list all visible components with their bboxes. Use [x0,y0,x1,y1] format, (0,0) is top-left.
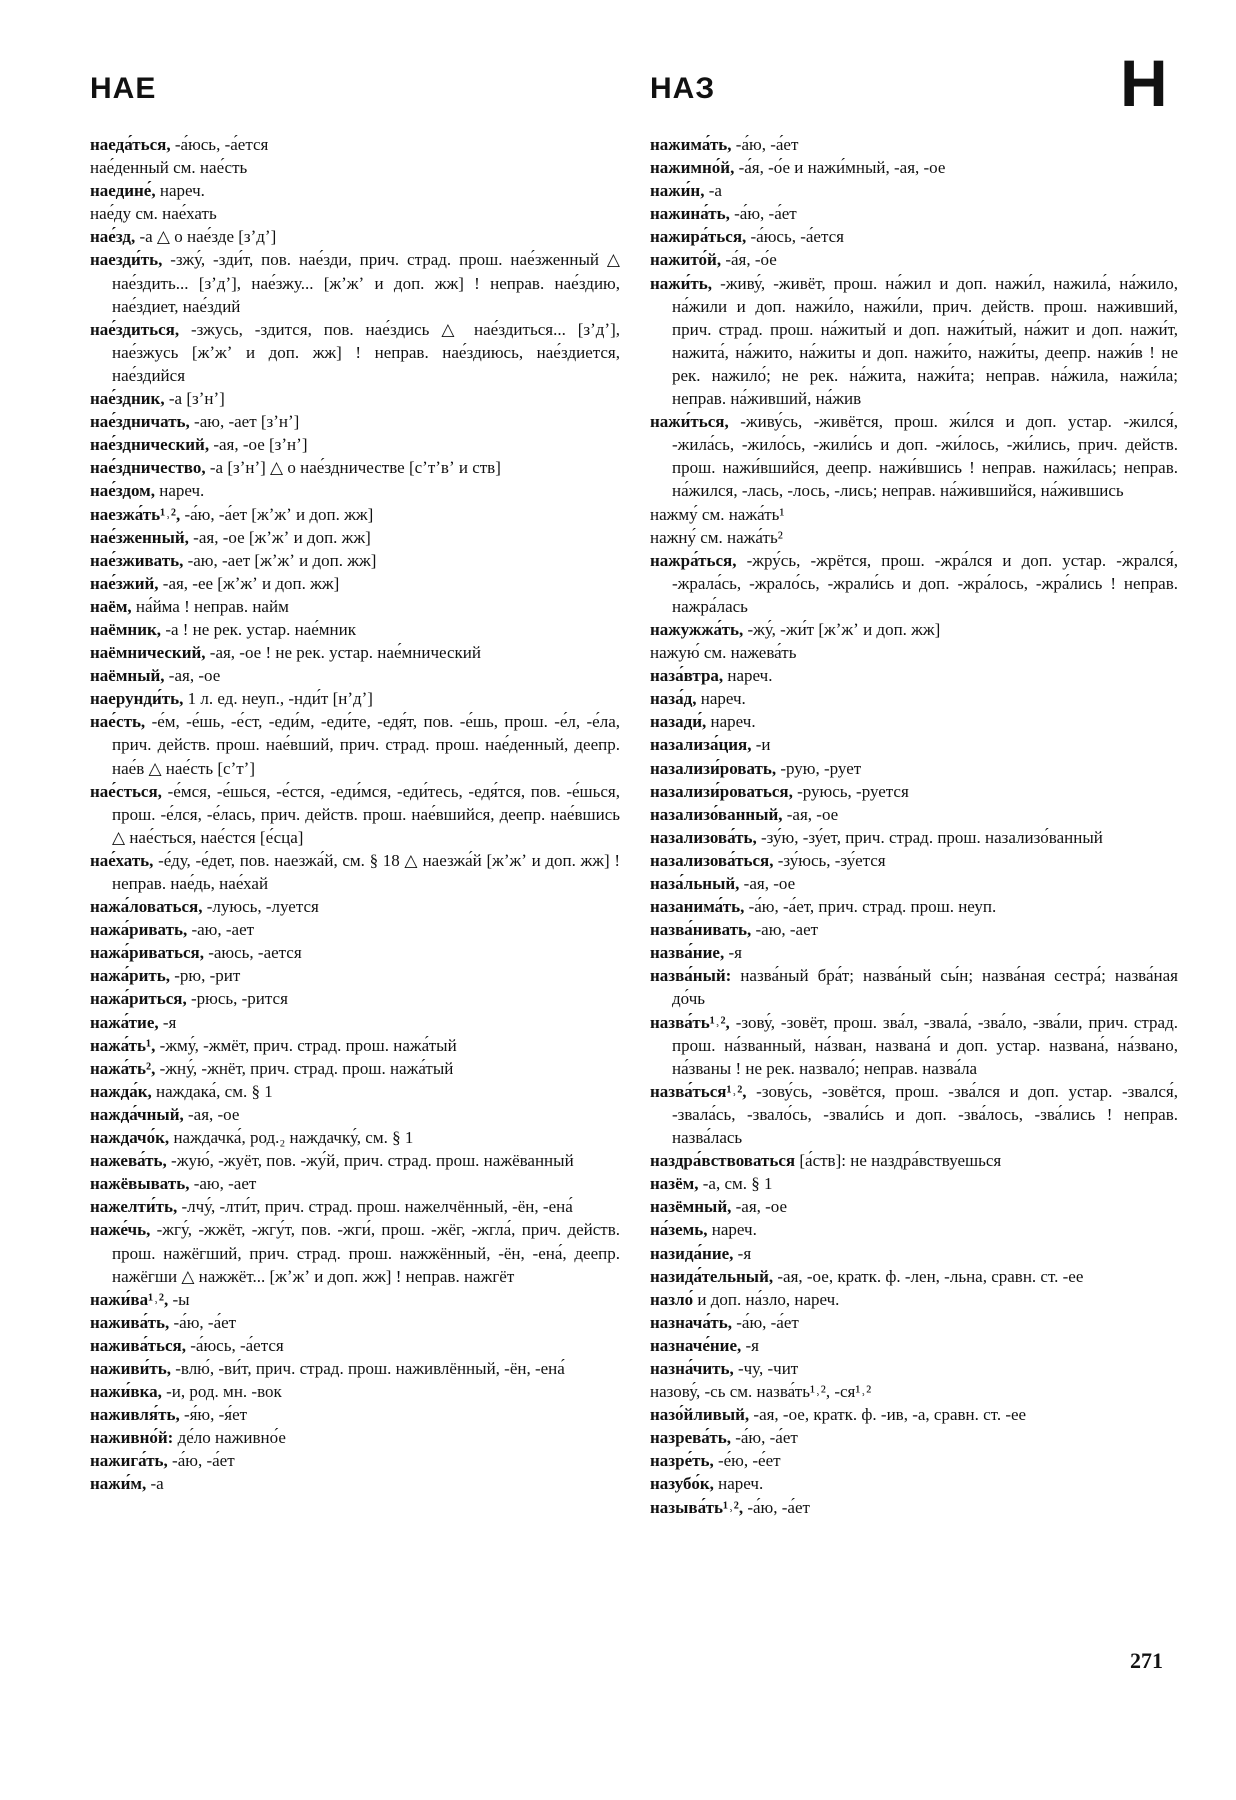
headword: наждачо́к, [90,1128,170,1148]
dictionary-entry [650,248,1178,271]
headword: нажа́ть², [90,1058,156,1078]
dictionary-entry [650,780,1178,803]
entry-text: -а, см. § 1 [698,1174,773,1194]
entry-text: -ая, -ое [731,1197,788,1217]
dictionary-entry [90,1011,620,1034]
entry-text: -а́я, -о́е [721,250,777,270]
headword: назализова́ть, [650,827,757,847]
dictionary-entry [650,687,1178,710]
left-column [90,133,620,1496]
entry-text: -е́ду, -е́дет, пов. наезжа́й, см. § 18 △ наезжа́й [жʼжʼ и доп. жж] ! неправ. нае́дь, нае́хай [112,850,620,893]
headword: нае́зженный, [90,527,189,547]
headword: нажина́ть, [650,204,730,224]
headword: назида́ние, [650,1243,734,1263]
entry-text: -е́мся, -е́шься, -е́стся, -еди́мся, -еди́тесь, -едя́тся, пов. -е́шься, прош. -е́лся, -е́лась, прич. действ. прош. нае́вшийся, деепр. нае́вшись △ нае́сться, нае́стся [е́сца] [112,781,620,847]
dictionary-entry [90,479,620,502]
dictionary-entry [650,1265,1178,1288]
dictionary-entry [90,1034,620,1057]
dictionary-entry [650,964,1178,1010]
entry-text: -и, род. мн. -вок [161,1382,282,1402]
entry-text: -а́я, -о́е и нажи́мный, -ая, -ое [734,158,946,178]
dictionary-entry [650,202,1178,225]
headword: назнача́ть, [650,1312,732,1332]
dictionary-entry [650,918,1178,941]
headword: нажи́вка, [90,1382,162,1402]
entry-text: -зову́сь, -зовётся, прош. -зва́лся и доп. устар. -звался́, -звала́сь, -звало́сь, -звали́сь и доп. -зва́лось, -зва́лись ! неправ. назва́лась [672,1081,1178,1148]
headword: нажа́тие, [90,1012,159,1032]
entry-text: -а́юсь, -а́ется [746,227,844,247]
dictionary-entry [650,1334,1178,1357]
running-head-left: НАЕ [90,72,157,105]
dictionary-entry [90,318,620,387]
entry-text: -аю, -ает [зʼнʼ] [189,412,300,432]
dictionary-entry [90,1426,620,1449]
headword: назва́ный: [650,966,732,986]
headword: нажа́риться, [90,989,187,1009]
dictionary-entry [650,1080,1178,1149]
dictionary-entry [90,433,620,456]
headword: назанима́ть, [650,897,745,917]
headword: называ́ть¹˒², [650,1497,744,1517]
headword: нае́здник, [90,389,165,409]
headword: назализа́ция, [650,735,752,755]
dictionary-entry [90,156,620,179]
headword: нае́зжий, [90,573,159,593]
headword: нажимно́й, [650,158,735,178]
entry-text: -я [158,1012,177,1032]
headword: нае́сться, [90,781,162,801]
dictionary-entry [90,941,620,964]
headword: нажра́ться, [650,550,737,570]
entry-text: -живу́сь, -живётся, прош. жи́лся и доп. устар. -жился́, -жила́сь, -жило́сь, -жили́сь и доп. -жи́лось, -жи́лись, прич. действ. прош. нажи́вшийся, деепр. нажи́вшись ! неправ. нажи́лась; неправ. на́жился, -лась, -лось, -лись; неправ. на́жившийся, на́жившись [672,412,1178,501]
headword: назва́ться¹˒², [650,1081,747,1101]
dictionary-entry [90,526,620,549]
dictionary-entry [650,895,1178,918]
dictionary-entry [90,918,620,941]
entry-text: -влю́, -ви́т, прич. страд. прош. наживлённый, -ён, -ена́ [170,1358,565,1378]
entry-text: -ая, -ое [782,804,839,824]
entry-text: -и [751,735,771,755]
entry-text: нареч. [706,712,756,732]
dictionary-entry [90,503,620,526]
entry-text: -я [741,1335,759,1355]
entry-text: нае́денный см. нае́сть [90,158,248,178]
headword: назализо́ванный, [650,804,783,824]
entry-text: -рую, -рует [776,758,862,778]
dictionary-entry [90,1080,620,1103]
headword: наём, [90,596,132,616]
dictionary-entry [90,895,620,918]
dictionary-entry [650,733,1178,756]
entry-text: -аю, -ает [751,920,819,940]
dictionary-entry [650,410,1178,502]
entry-text: назову́, -сь см. назва́ть¹˒², -ся¹˒² [650,1382,872,1402]
entry-text: -жу́, -жи́т [жʼжʼ и доп. жж] [743,619,941,639]
entry-text: -а [зʼнʼ] [164,389,225,409]
dictionary-entry [90,710,620,779]
entry-text: -луюсь, -луется [202,897,319,917]
headword: нажда́к, [90,1081,152,1101]
entry-text: -ая, -ое [жʼжʼ и доп. жж] [188,527,371,547]
entry-text: -живу́, -живёт, прош. на́жил и доп. нажи́л, нажила́, на́жило, на́жили и доп. нажи́ло, нажи́ли, прич. действ. прош. наживший, прич. страд. прош. на́житый и доп. нажи́тый, на́жит и доп. нажи́т, нажита́, на́жито, на́житы и доп. нажи́то, нажи́ты, деепр. нажи́в ! не рек. нажило́; не рек. на́жита, нажи́та; неправ. на́жила, нажи́ла; неправ. на́живший, на́жив [672,273,1178,409]
entry-text: -зу́ю, -зу́ет, прич. страд. прош. назализо́ванный [756,827,1103,847]
entry-text: -аю, -ает [187,920,255,940]
entry-text: -а ! не рек. устар. нае́мник [161,619,357,639]
dictionary-entry [650,1357,1178,1380]
entry-text: -а́ю, -а́ет [731,135,799,154]
headword: назализи́ровать, [650,758,777,778]
entry-text: -а [зʼнʼ] △ о нае́здничестве [сʼтʼвʼ и ств] [205,458,501,478]
dictionary-entry [90,1311,620,1334]
headword: нажужжа́ть, [650,619,744,639]
headword: назва́ть¹˒², [650,1012,730,1032]
headword: наерунди́ть, [90,689,184,709]
entry-text: -а́ю, -а́ет [743,1497,810,1517]
entry-text: назва́ный бра́т; назва́ный сы́н; назва́ная сестра́; назва́ная до́чь [672,966,1178,1009]
dictionary-entry [650,1311,1178,1334]
headword: наёмнический, [90,643,206,663]
entry-text: нареч. [696,689,746,709]
entry-text: -а́юсь, -а́ется [170,135,269,154]
dictionary-entry [90,225,620,248]
dictionary-entry [650,941,1178,964]
headword: нае́здничать, [90,412,190,432]
headword: нае́здиться, [90,319,180,339]
entry-text: -аю, -ает [189,1174,257,1194]
dictionary-entry [90,780,620,849]
headword: нажива́ться, [90,1335,186,1355]
headword: нажева́ть, [90,1151,167,1171]
dictionary-entry [90,618,620,641]
dictionary-entry [650,618,1178,641]
entry-text: нареч. [154,481,205,501]
dictionary-entry [650,1472,1178,1495]
entry-text: на́йма ! неправ. найм [131,596,289,616]
entry-text: -рюсь, -рится [186,989,288,1009]
dictionary-entry [650,1449,1178,1472]
entry-text: -ая, -ое [зʼнʼ] [209,435,308,455]
headword: назади́, [650,712,707,732]
headword: нажа́ть¹, [90,1035,156,1055]
headword: назида́тельный, [650,1266,774,1286]
entry-text: наждака́, см. § 1 [151,1081,273,1101]
dictionary-entry [650,1496,1178,1519]
dictionary-entry [90,1472,620,1495]
entry-text: -руюсь, -руется [792,781,909,801]
dictionary-entry [90,410,620,433]
entry-text: нареч. [723,666,773,686]
entry-text: -а́ю, -а́ет [730,1428,798,1448]
entry-text: нареч. [713,1474,764,1494]
dictionary-entry [90,456,620,479]
entry-text: -а [146,1474,164,1494]
entry-text: нае́ду см. нае́хать [90,204,217,224]
headword: нажа́рить, [90,966,170,986]
dictionary-entry [90,1380,620,1403]
dictionary-entry [90,595,620,618]
headword: назло́ [650,1289,694,1309]
dictionary-entry [90,849,620,895]
headword: наезди́ть, [90,250,163,270]
headword: наже́чь, [90,1220,151,1240]
entry-text: -а́ю, -а́ет, прич. страд. прош. неуп. [744,897,997,917]
entry-text: -аюсь, -ается [203,943,302,963]
running-head-right: НАЗ [650,72,716,105]
entry-text: -ая, -ое [183,1104,240,1124]
dictionary-entry [650,225,1178,248]
dictionary-entry [650,826,1178,849]
dictionary-entry [90,1218,620,1287]
headword: нажда́чный, [90,1104,184,1124]
dictionary-entry [90,1149,620,1172]
entry-text: нареч. [155,181,205,201]
headword: нажито́й, [650,250,722,270]
dictionary-entry [650,1426,1178,1449]
entry-text: -ая, -ое [739,874,796,893]
dictionary-entry [90,1103,620,1126]
dictionary-entry [650,503,1178,526]
entry-text: -а △ о нае́зде [зʼдʼ] [135,227,277,247]
dictionary-entry [650,1218,1178,1241]
dictionary-entry [90,179,620,202]
headword: назрева́ть, [650,1428,731,1448]
dictionary-entry [90,387,620,410]
entry-text: -ая, -ое ! не рек. устар. нае́мнический [205,643,481,663]
headword: нае́зд, [90,227,136,247]
headword: наза́льный, [650,874,740,893]
entry-text: -е́м, -е́шь, -е́ст, -еди́м, -еди́те, -едя́т, пов. -е́шь, прош. -е́л, -е́ла, прич. действ. прош. нае́вший, прич. страд. прош. нае́денный, деепр. нае́в △ нае́сть [сʼтʼ] [112,712,620,778]
dictionary-entry [90,1357,620,1380]
headword: наза́д, [650,689,697,709]
entry-text: -чу, -чит [733,1358,799,1378]
headword: нажа́риваться, [90,943,204,963]
headword: нажа́ловаться, [90,897,203,917]
dictionary-entry [650,1242,1178,1265]
headword: нае́здничество, [90,458,206,478]
page-number: 271 [1130,1648,1163,1673]
headword: наедине́, [90,181,156,201]
entry-text: -а́ю, -а́ет [167,1451,235,1471]
headword: нажи́н, [650,181,705,201]
headword: наза́втра, [650,666,724,686]
entry-text: -зу́юсь, -зу́ется [773,850,886,870]
headword: нае́сть, [90,712,146,732]
dictionary-entry [650,526,1178,549]
headword: назализова́ться, [650,850,774,870]
entry-text: -зжусь, -здится, пов. нае́здись △ нае́здиться... [зʼдʼ], нае́зжусь [жʼжʼ и доп. жж] ! неправ. нае́здиюсь, нае́здиется, нае́здийся [112,319,620,385]
dictionary-entry [650,549,1178,618]
dictionary-entry [650,272,1178,411]
headword: нажива́ть, [90,1312,170,1332]
entry-text: [а́ств]: не наздра́вствуешься [795,1151,1002,1171]
entry-text: нажую́ см. нажева́ть [650,643,797,663]
entry-text: -е́ю, -е́ет [713,1451,781,1471]
entry-text: -я [733,1243,752,1263]
entry-text: -я́ю, -я́ет [179,1405,248,1425]
headword: наезжа́ть¹˒², [90,504,181,524]
dictionary-entry [650,1403,1178,1426]
dictionary-entry [650,803,1178,826]
headword: нажи́м, [90,1474,147,1494]
headword: назубо́к, [650,1474,714,1494]
headword: нажи́ться, [650,412,729,432]
dictionary-entry [90,549,620,572]
entry-text: де́ло наживно́е [173,1428,286,1448]
entry-text: нареч. [707,1220,757,1240]
entry-text: 1 л. ед. неуп., -нди́т [нʼдʼ] [183,689,373,709]
dictionary-entry [90,687,620,710]
dictionary-entry [90,248,620,317]
headword: наёмник, [90,619,162,639]
headword: нае́хать, [90,850,154,870]
entry-text: -ая, -ое, кратк. ф. -лен, -льна, сравн. ст. -ее [773,1266,1084,1286]
headword: нажира́ться, [650,227,747,247]
dictionary-entry [650,179,1178,202]
headword: наживля́ть, [90,1405,180,1425]
dictionary-entry [650,1288,1178,1311]
dictionary-entry [650,1011,1178,1080]
entry-text: -жую́, -жуёт, пов. -жу́й, прич. страд. прош. нажёванный [166,1151,574,1171]
dictionary-entry [90,1334,620,1357]
dictionary-entry [90,1126,620,1149]
dictionary-entry [90,987,620,1010]
entry-text: -жму́, -жмёт, прич. страд. прош. нажа́тый [155,1035,457,1055]
headword: нажелти́ть, [90,1197,178,1217]
headword: нае́зднический, [90,435,210,455]
dictionary-entry [650,872,1178,895]
headword: нажёвывать, [90,1174,190,1194]
entry-text: -ая, -ее [жʼжʼ и доп. жж] [158,573,340,593]
entry-text: -зжу́, -зди́т, пов. нае́зди, прич. страд. прош. нае́зженный △ нае́здить... [зʼдʼ], нае́зжу... [жʼжʼ и доп. жж] ! неправ. нае́здию, нае́здиет, нае́здий [112,250,620,316]
dictionary-entry [90,1288,620,1311]
headword: на́земь, [650,1220,708,1240]
entry-text: -а́ю, -а́ет [729,204,797,224]
dictionary-entry [90,133,620,156]
entry-text: и доп. на́зло, нареч. [693,1289,840,1309]
dictionary-entry [650,1172,1178,1195]
dictionary-entry [650,710,1178,733]
entry-text: -жну́, -жнёт, прич. страд. прош. нажа́тый [155,1058,454,1078]
dictionary-entry [650,1149,1178,1172]
section-letter: Н [1120,46,1168,120]
headword: назва́нивать, [650,920,752,940]
entry-text: -лчу́, -лти́т, прич. страд. прош. нажелчённый, -ён, -ена́ [177,1197,573,1217]
dictionary-entry [650,849,1178,872]
entry-text: -ая, -ое, кратк. ф. -ив, -а, сравн. ст. -ее [749,1405,1027,1425]
headword: назва́ние, [650,943,725,963]
entry-text: -а́ю, -а́ет [жʼжʼ и доп. жж] [180,504,374,524]
headword: наздра́вствоваться [650,1151,796,1171]
right-column [650,133,1178,1519]
entry-text: -а́ю, -а́ет [731,1312,799,1332]
headword: наживно́й: [90,1428,174,1448]
headword: нае́зживать, [90,550,184,570]
dictionary-entry [90,572,620,595]
dictionary-entry [650,156,1178,179]
entry-text: -а [704,181,722,201]
entry-text: нажму́ см. нажа́ть¹ [650,504,785,524]
dictionary-entry [90,641,620,664]
headword: наживи́ть, [90,1358,171,1378]
headword: нажима́ть, [650,135,732,154]
headword: назём, [650,1174,699,1194]
headword: наёмный, [90,666,165,686]
headword: назре́ть, [650,1451,714,1471]
dictionary-entry [650,133,1178,156]
dictionary-entry [650,1195,1178,1218]
entry-text: -ая, -ое [164,666,221,686]
headword: нажига́ть, [90,1451,168,1471]
entry-text: -жру́сь, -жрётся, прош. -жра́лся и доп. устар. -жрался́, -жрала́сь, -жрало́сь, -жрали́сь и доп. -жра́лось, -жра́лись ! неправ. нажра́лась [672,550,1178,616]
dictionary-entry [90,964,620,987]
headword: назо́йливый, [650,1405,750,1425]
entry-text: -а́ю, -а́ет [169,1312,237,1332]
dictionary-entry [90,1057,620,1080]
entry-text: -я [724,943,742,963]
entry-text: наждачка́, род.₂ наждачку́, см. § 1 [169,1128,414,1148]
headword: наеда́ться, [90,135,171,154]
dictionary-entry [90,202,620,225]
dictionary-entry [90,1172,620,1195]
dictionary-entry [650,664,1178,687]
dictionary-entry [90,1449,620,1472]
dictionary-entry [90,664,620,687]
headword: назначе́ние, [650,1335,742,1355]
dictionary-entry [90,1403,620,1426]
dictionary-entry [650,1380,1178,1403]
headword: назна́чить, [650,1358,734,1378]
dictionary-entry [650,757,1178,780]
entry-text: -ы [168,1289,190,1309]
entry-text: нажну́ см. нажа́ть² [650,527,783,547]
entry-text: -а́юсь, -а́ется [186,1335,284,1355]
headword: нажи́ть, [650,273,713,293]
headword: назализи́роваться, [650,781,793,801]
headword: нажа́ривать, [90,920,188,940]
entry-text: -аю, -ает [жʼжʼ и доп. жж] [183,550,377,570]
entry-text: -рю, -рит [169,966,241,986]
dictionary-entry [650,641,1178,664]
headword: нае́здом, [90,481,155,501]
entry-text: -жгу́, -жжёт, -жгу́т, пов. -жги́, прош. -жёг, -жгла́, прич. действ. прош. нажёгший, прич. страд. прош. нажжённый, -ён, -ена́, деепр. нажёгши △ нажжёт... [жʼжʼ и доп. жж] ! неправ. нажгёт [112,1220,620,1286]
entry-text: -зову́, -зовёт, прош. зва́л, -звала́, -зва́ло, -зва́ли, прич. страд. прош. на́званный, на́зван, названа́ и доп. устар. названа́, на́звано, на́званы ! не рек. назвало́; неправ. назва́ла [672,1012,1178,1078]
dictionary-entry [90,1195,620,1218]
headword: нажи́ва¹˒², [90,1289,169,1309]
headword: назёмный, [650,1197,732,1217]
